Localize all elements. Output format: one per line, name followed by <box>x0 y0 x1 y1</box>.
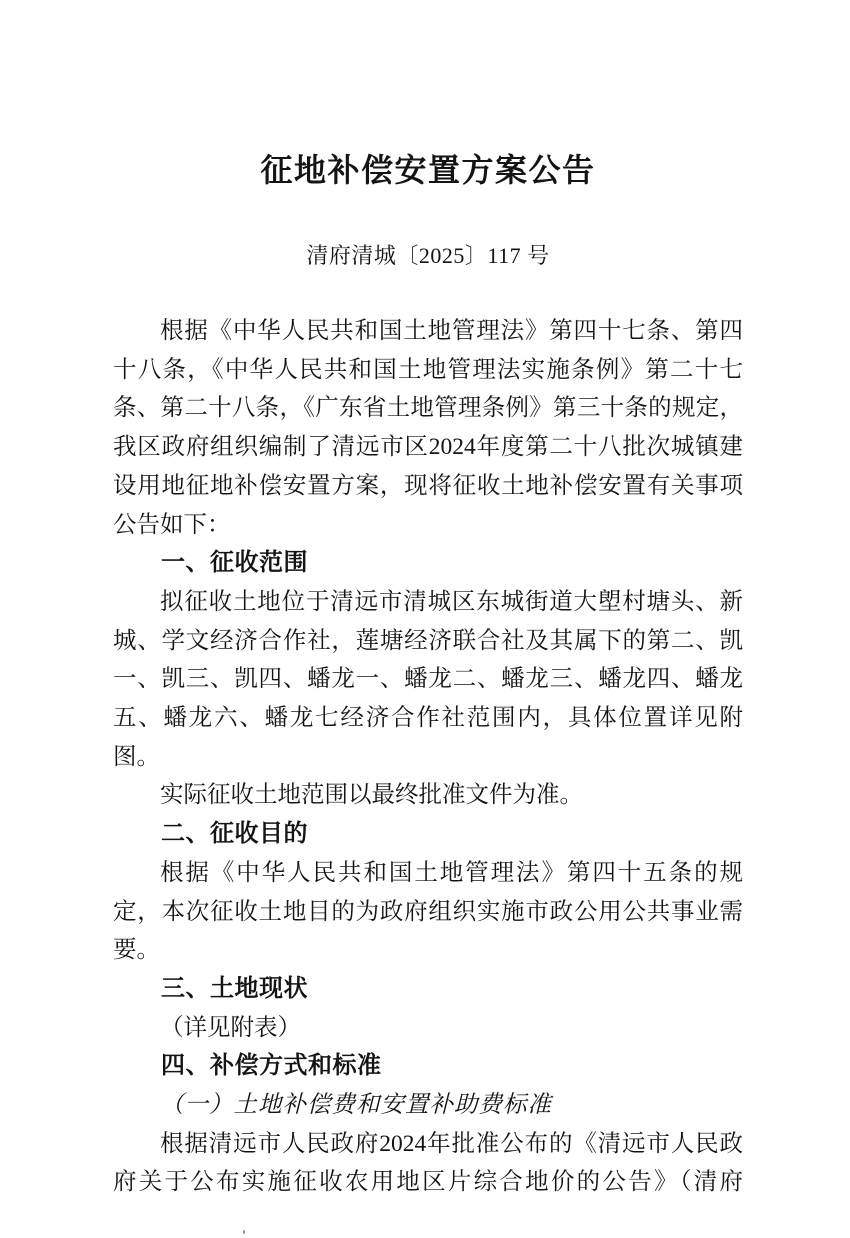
subheading-4-1-compensation-standards: （一）土地补偿费和安置补助费标准 <box>160 1092 552 1119</box>
heading-section-1-scope: 一、征收范围 <box>161 549 308 577</box>
heading-section-3-land-status: 三、土地现状 <box>161 974 308 1002</box>
document-number: 清府清城〔2025〕117 号 <box>306 243 550 268</box>
document-title: 征地补偿安置方案公告 <box>260 152 596 188</box>
paragraph-purpose: 根据《中华人民共和国土地管理法》第四十五条的规定，本次征收土地目的为政府组织实施市政公用公共事业需要。 <box>113 859 743 964</box>
heading-section-2-purpose: 二、征收目的 <box>161 820 308 848</box>
scan-artifact-mark <box>243 1230 245 1234</box>
document-body <box>113 312 743 1202</box>
paragraph-see-attached-table: （详见附表） <box>160 1014 301 1041</box>
paragraph-scope-final-approval: 实际征收土地范围以最终批准文件为准。 <box>160 782 583 809</box>
paragraph-legal-basis: 根据《中华人民共和国土地管理法》第四十七条、第四十八条，《中华人民共和国土地管理法实施条例》第二十七条、第二十八条，《广东省土地管理条例》第三十条的规定，我区政府组织编制了清远市区2024年度第二十八批次城镇建设用地征地补偿安置方案，现将征收土地补偿安置有关事项公告如下： <box>113 318 743 538</box>
paragraph-scope-location: 拟征收土地位于清远市清城区东城街道大塱村塘头、新城、学文经济合作社，莲塘经济联合社及其属下的第二、凯一、凯三、凯四、蟠龙一、蟠龙二、蟠龙三、蟠龙四、蟠龙五、蟠龙六、蟠龙七经济合作社范围内，具体位置详见附图。 <box>113 588 743 770</box>
paragraph-compensation-basis-cutoff: 根据清远市人民政府2024年批准公布的《清远市人民政府关于公布实施征收农用地区片综合地价的公告》（清府 <box>113 1130 743 1196</box>
heading-section-4-compensation: 四、补偿方式和标准 <box>161 1052 382 1080</box>
document-content <box>113 0 743 1202</box>
